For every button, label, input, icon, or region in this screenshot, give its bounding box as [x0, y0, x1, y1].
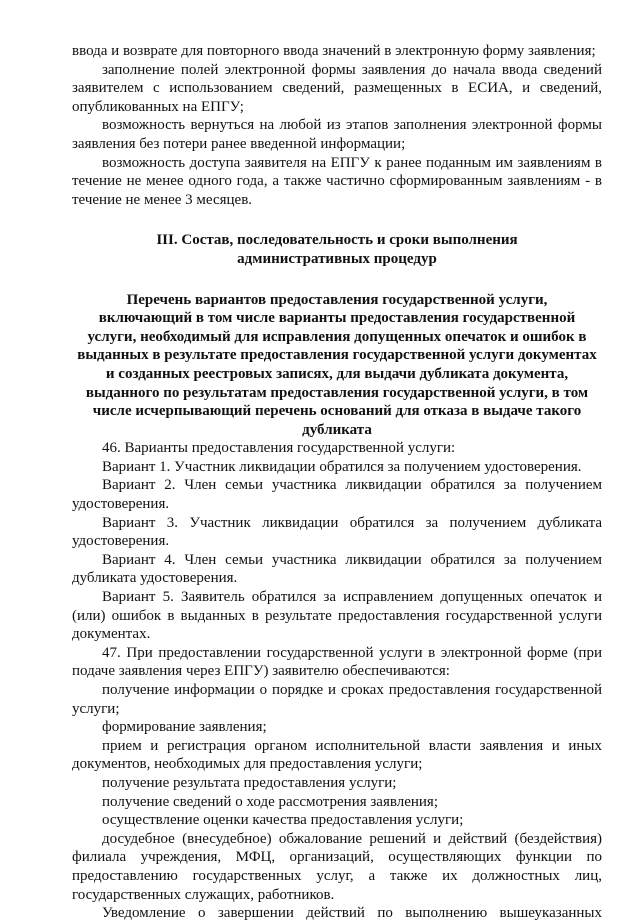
paragraph-notification: Уведомление о завершении действий по выполнению вышеуказанных	[102, 905, 602, 922]
paragraph-return-to-step: возможность вернуться на любой из этапов заполнения электронной формы заявления без потери ранее введенной информации;	[72, 117, 602, 152]
subsection-title-line: и созданных реестровых записях, для выдачи дубликата документа,	[105, 365, 569, 382]
subsection-title	[72, 291, 602, 440]
subsection-title-line: числе исчерпывающий перечень оснований для отказа в выдаче такого	[92, 403, 582, 420]
list-item-registration: прием и регистрация органом исполнительной власти заявления и иных документов, необходимых для предоставления услуги;	[72, 737, 602, 773]
list-item-info: получение информации о порядке и сроках предоставления государственной услуги;	[72, 682, 602, 717]
paragraph-variant-4: Вариант 4. Член семьи участника ликвидации обратился за получением дубликата удостоверения.	[72, 551, 602, 587]
section-title-line: административных процедур	[237, 250, 437, 267]
section-title	[72, 231, 602, 268]
subsection-title-line: включающий в том числе варианты предоставления государственной	[98, 310, 576, 327]
subsection-title-line: Перечень вариантов предоставления государственной услуги,	[126, 291, 548, 308]
paragraph-variant-5: Вариант 5. Заявитель обратился за исправлением допущенных опечаток и (или) ошибок в выданных в результате предоставления государственной услуги документах.	[72, 589, 602, 643]
list-item-appeal: досудебное (внесудебное) обжалование решений и действий (бездействия) филиала учреждения, МФЦ, организаций, осуществляющих функции по предоставлению государственных услуг, а также их должностных лиц, государственных служащих, работников.	[72, 830, 602, 903]
paragraph-variant-2: Вариант 2. Член семьи участника ликвидации обратился за получением удостоверения.	[72, 477, 602, 513]
paragraph-variant-3: Вариант 3. Участник ликвидации обратился за получением дубликата удостоверения.	[72, 514, 602, 550]
subsection-title-line: дубликата	[302, 421, 372, 438]
paragraph-47: 47. При предоставлении государственной услуги в электронной форме (при подаче заявления через ЕПГУ) заявителю обеспечиваются:	[72, 644, 602, 680]
paragraph-access-applications: возможность доступа заявителя на ЕПГУ к ранее поданным им заявлениям в течение не менее одного года, а также частично сформированным заявлениям - в течение не менее 3 месяцев.	[72, 154, 602, 208]
section-title-line: III. Состав, последовательность и сроки выполнения	[156, 232, 518, 249]
subsection-title-line: выданного по результатам предоставления государственной услуги, в том	[85, 384, 589, 401]
list-item-result: получение результата предоставления услуги;	[102, 774, 397, 791]
list-item-status: получение сведений о ходе рассмотрения заявления;	[102, 793, 438, 810]
subsection-title-line: выданных в результате предоставления государственной услуги документах	[77, 347, 597, 364]
text-line-continuation: ввода и возврате для повторного ввода значений в электронную форму заявления;	[72, 43, 596, 59]
list-item-quality: осуществление оценки качества предоставления услуги;	[102, 812, 464, 829]
subsection-title-line: услуги, необходимый для исправления допущенных опечаток и ошибок в	[87, 328, 587, 345]
paragraph-variant-1: Вариант 1. Участник ликвидации обратился за получением удостоверения.	[102, 458, 582, 475]
list-item-form: формирование заявления;	[102, 719, 267, 736]
paragraph-form-prefill: заполнение полей электронной формы заявления до начала ввода сведений заявителем с использованием сведений, размещенных в ЕСИА, и сведений, опубликованных на ЕПГУ;	[72, 61, 602, 115]
paragraph-46: 46. Варианты предоставления государственной услуги:	[102, 440, 456, 457]
